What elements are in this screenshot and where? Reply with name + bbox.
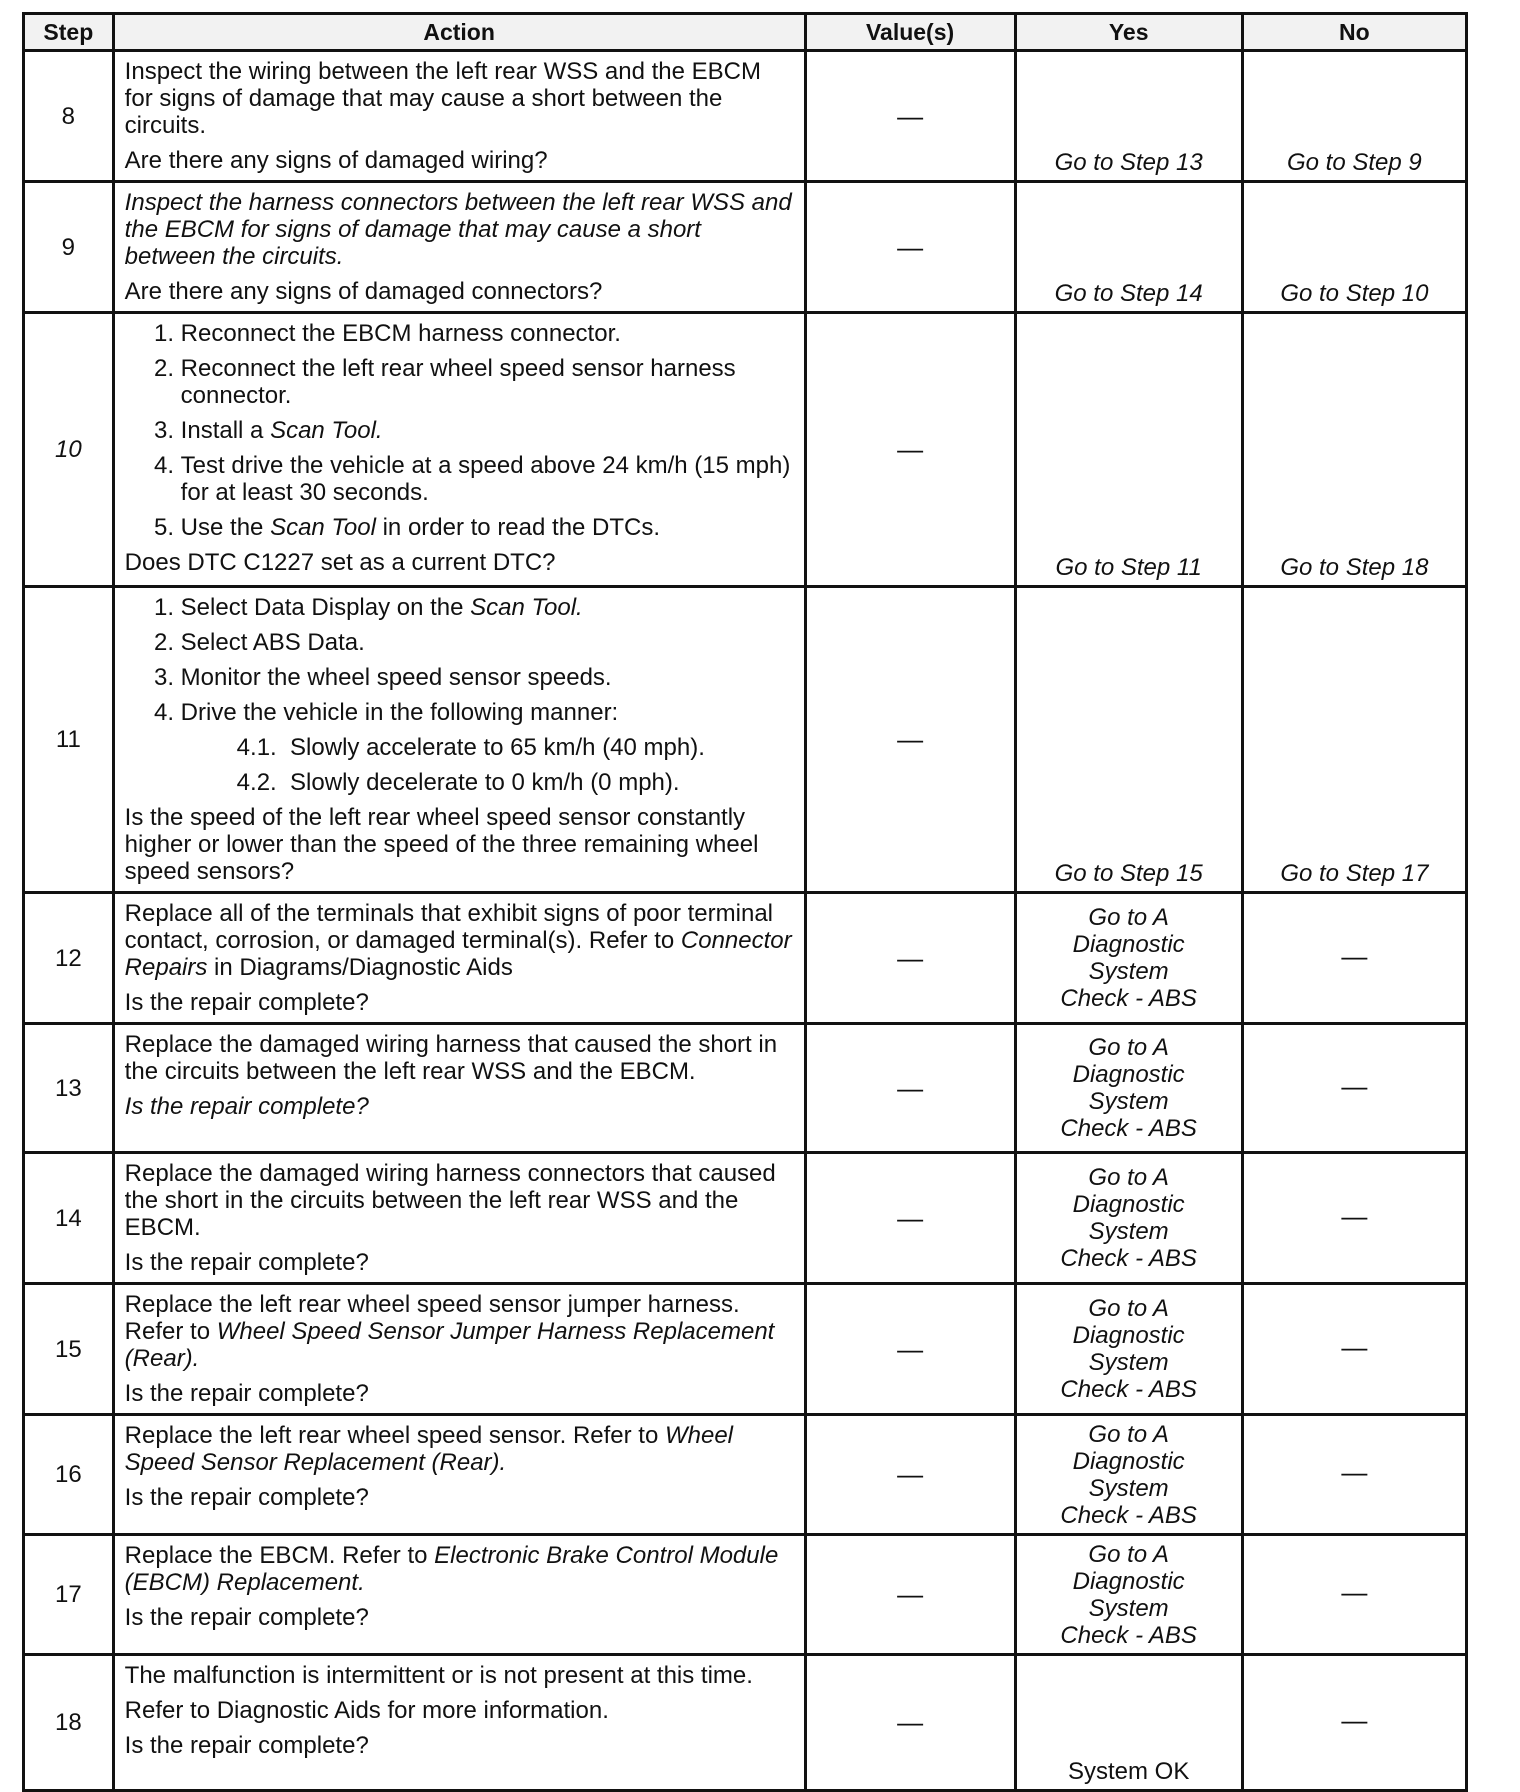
action-text: Refer to Diagnostic Aids for more information. bbox=[124, 1697, 609, 1724]
goto-text: Diagnostic bbox=[1072, 931, 1185, 958]
diagnostic-table bbox=[22, 12, 1468, 1792]
goto-text: System bbox=[1088, 1594, 1169, 1622]
list-item: 2. Reconnect the left rear wheel speed sensor harness connector. bbox=[181, 355, 794, 409]
value-cell: — bbox=[805, 1655, 1015, 1791]
yes-cell: System OK bbox=[1015, 1655, 1242, 1791]
goto-text: Go to A bbox=[1088, 904, 1169, 931]
header-step: Step bbox=[24, 14, 114, 51]
list-item: 4. Test drive the vehicle at a speed above 24 km/h (15 mph) for at least 30 seconds. bbox=[181, 452, 794, 506]
yes-cell: Go to Step 15 bbox=[1015, 587, 1242, 893]
list-item: 1. Reconnect the EBCM harness connector. bbox=[181, 320, 794, 347]
goto-text: Diagnostic bbox=[1072, 1322, 1185, 1349]
table-row bbox=[24, 1024, 1467, 1153]
yes-cell bbox=[1015, 893, 1242, 1024]
action-question: Are there any signs of damaged wiring? bbox=[124, 147, 548, 174]
list-item-text: Install a bbox=[180, 417, 271, 444]
value-cell: — bbox=[805, 313, 1015, 587]
sub-list-item bbox=[237, 769, 794, 796]
action-cell bbox=[113, 1415, 805, 1535]
no-cell: — bbox=[1242, 1024, 1466, 1153]
list-item-text: in order to read the DTCs. bbox=[375, 514, 661, 541]
action-text-part: Replace the EBCM. Refer to bbox=[124, 1542, 435, 1569]
action-cell bbox=[113, 1024, 805, 1153]
goto-text: Check - ABS bbox=[1060, 1501, 1197, 1529]
goto-text: Check - ABS bbox=[1060, 1621, 1197, 1649]
sub-item-text: Slowly accelerate to 65 km/h (40 mph). bbox=[290, 734, 705, 761]
action-cell bbox=[113, 182, 805, 313]
action-question: Is the repair complete? bbox=[124, 1249, 369, 1276]
step-number: 12 bbox=[24, 893, 114, 1024]
action-text: Replace the damaged wiring harness connectors that caused the short in the circuits between the left rear WSS and the EBCM. bbox=[124, 1160, 776, 1241]
no-cell: Go to Step 18 bbox=[1242, 313, 1466, 587]
action-text-part: Replace the left rear wheel speed sensor jumper harness. Refer to bbox=[124, 1291, 740, 1345]
goto-text: System bbox=[1088, 1218, 1169, 1245]
goto-text: System bbox=[1088, 958, 1169, 985]
value-cell: — bbox=[805, 1153, 1015, 1284]
reference-title: Wheel Speed Sensor Jumper Harness Replacement (Rear). bbox=[124, 1318, 775, 1372]
value-cell: — bbox=[805, 1284, 1015, 1415]
action-question: Is the repair complete? bbox=[124, 1484, 369, 1511]
sub-list bbox=[237, 734, 794, 796]
no-cell: — bbox=[1242, 893, 1466, 1024]
action-cell bbox=[113, 1535, 805, 1655]
action-question: Does DTC C1227 set as a current DTC? bbox=[124, 549, 556, 576]
step-number: 16 bbox=[24, 1415, 114, 1535]
list-item bbox=[181, 514, 794, 541]
table-row bbox=[24, 313, 1467, 587]
action-text-part: in Diagrams/Diagnostic Aids bbox=[207, 954, 513, 981]
step-number: 18 bbox=[24, 1655, 114, 1791]
goto-text: System bbox=[1088, 1349, 1169, 1376]
yes-cell: Go to Step 11 bbox=[1015, 313, 1242, 587]
yes-cell bbox=[1015, 1535, 1242, 1655]
action-text: Replace the damaged wiring harness that caused the short in the circuits between the left rear WSS and the EBCM. bbox=[124, 1031, 778, 1085]
goto-text: Check - ABS bbox=[1060, 985, 1197, 1012]
no-cell: Go to Step 10 bbox=[1242, 182, 1466, 313]
no-cell: — bbox=[1242, 1655, 1466, 1791]
action-text bbox=[125, 900, 794, 981]
no-cell: — bbox=[1242, 1153, 1466, 1284]
tool-name: Scan Tool bbox=[270, 514, 376, 541]
goto-text: Go to A bbox=[1088, 1540, 1169, 1568]
yes-cell bbox=[1015, 1415, 1242, 1535]
goto-text: Check - ABS bbox=[1060, 1115, 1197, 1142]
header-no: No bbox=[1242, 14, 1466, 51]
value-cell: — bbox=[805, 1535, 1015, 1655]
header-row bbox=[24, 14, 1467, 51]
sub-item-text: Slowly decelerate to 0 km/h (0 mph). bbox=[290, 769, 680, 796]
no-cell: — bbox=[1242, 1535, 1466, 1655]
sub-item-number: 4.2. bbox=[236, 769, 277, 796]
table-row bbox=[24, 1284, 1467, 1415]
action-question: Is the repair complete? bbox=[124, 1732, 369, 1759]
step-number: 11 bbox=[24, 587, 114, 893]
action-question: Is the repair complete? bbox=[124, 1380, 369, 1407]
goto-text: Go to A bbox=[1088, 1295, 1169, 1322]
value-cell: — bbox=[805, 182, 1015, 313]
step-number: 14 bbox=[24, 1153, 114, 1284]
action-cell bbox=[113, 1655, 805, 1791]
value-cell: — bbox=[805, 587, 1015, 893]
table-row bbox=[24, 1655, 1467, 1791]
action-cell bbox=[113, 313, 805, 587]
goto-text: Go to A bbox=[1088, 1164, 1169, 1191]
header-action: Action bbox=[113, 14, 805, 51]
action-steps-list bbox=[125, 320, 794, 541]
list-item-text: Use the bbox=[180, 514, 271, 541]
goto-text: Check - ABS bbox=[1060, 1245, 1197, 1272]
action-text-part: Replace all of the terminals that exhibit signs of poor terminal contact, corrosion, or damaged terminal(s). Refer to bbox=[124, 900, 773, 954]
list-item-text: Select Data Display on the bbox=[180, 594, 471, 621]
no-cell: — bbox=[1242, 1284, 1466, 1415]
step-number: 17 bbox=[24, 1535, 114, 1655]
table-row bbox=[24, 587, 1467, 893]
step-number: 9 bbox=[24, 182, 114, 313]
action-cell bbox=[113, 1284, 805, 1415]
header-values: Value(s) bbox=[805, 14, 1015, 51]
list-item bbox=[181, 594, 794, 621]
action-text bbox=[125, 1422, 794, 1476]
action-text bbox=[125, 1542, 794, 1596]
goto-text: Go to A bbox=[1088, 1034, 1169, 1061]
value-cell: — bbox=[805, 51, 1015, 182]
action-question: Is the repair complete? bbox=[124, 1093, 369, 1120]
goto-text: Diagnostic bbox=[1072, 1191, 1185, 1218]
sub-list-item bbox=[237, 734, 794, 761]
value-cell: — bbox=[805, 1415, 1015, 1535]
action-steps-list bbox=[125, 594, 794, 796]
value-cell: — bbox=[805, 893, 1015, 1024]
action-cell bbox=[113, 587, 805, 893]
table-row bbox=[24, 51, 1467, 182]
action-text: The malfunction is intermittent or is not present at this time. bbox=[124, 1662, 753, 1689]
table-row bbox=[24, 1153, 1467, 1284]
step-number: 8 bbox=[24, 51, 114, 182]
action-cell bbox=[113, 1153, 805, 1284]
yes-cell: Go to Step 14 bbox=[1015, 182, 1242, 313]
yes-cell bbox=[1015, 1024, 1242, 1153]
goto-text: Diagnostic bbox=[1072, 1061, 1185, 1088]
action-question: Are there any signs of damaged connectors? bbox=[124, 278, 603, 305]
action-question: Is the repair complete? bbox=[124, 989, 369, 1016]
no-cell: Go to Step 17 bbox=[1242, 587, 1466, 893]
table-row bbox=[24, 893, 1467, 1024]
action-cell bbox=[113, 51, 805, 182]
goto-text: Diagnostic bbox=[1072, 1447, 1185, 1475]
tool-name: Scan Tool. bbox=[470, 594, 583, 621]
action-text-part: Replace the left rear wheel speed sensor. Refer to bbox=[124, 1422, 665, 1449]
goto-text: Check - ABS bbox=[1060, 1376, 1197, 1403]
header-yes: Yes bbox=[1015, 14, 1242, 51]
action-question: Is the speed of the left rear wheel speed sensor constantly higher or lower than the speed of the three remaining wheel speed sensors? bbox=[124, 804, 759, 885]
goto-text: System bbox=[1088, 1474, 1169, 1502]
yes-cell: Go to Step 13 bbox=[1015, 51, 1242, 182]
list-item: 3. Monitor the wheel speed sensor speeds. bbox=[181, 664, 794, 691]
table-row bbox=[24, 1415, 1467, 1535]
no-cell: Go to Step 9 bbox=[1242, 51, 1466, 182]
action-text: Inspect the harness connectors between the left rear WSS and the EBCM for signs of damage that may cause a short between the circuits. bbox=[124, 189, 792, 270]
list-item-text: Drive the vehicle in the following manner: bbox=[180, 699, 619, 726]
table-row bbox=[24, 182, 1467, 313]
step-number: 13 bbox=[24, 1024, 114, 1153]
step-number: 15 bbox=[24, 1284, 114, 1415]
action-question: Is the repair complete? bbox=[124, 1604, 369, 1631]
action-cell bbox=[113, 893, 805, 1024]
goto-text: Go to A bbox=[1088, 1420, 1169, 1448]
list-item: 2. Select ABS Data. bbox=[181, 629, 794, 656]
reference-title: Wheel Speed Sensor Replacement (Rear). bbox=[124, 1422, 734, 1476]
list-item bbox=[181, 699, 794, 796]
reference-title: Electronic Brake Control Module (EBCM) Replacement. bbox=[124, 1542, 779, 1596]
goto-text: System bbox=[1088, 1088, 1169, 1115]
diagnostic-table-container bbox=[22, 12, 1468, 1792]
list-item bbox=[181, 417, 794, 444]
sub-item-number: 4.1. bbox=[236, 734, 277, 761]
goto-text: Diagnostic bbox=[1072, 1567, 1185, 1595]
value-cell: — bbox=[805, 1024, 1015, 1153]
action-text bbox=[125, 1291, 794, 1372]
reference-title: Connector Repairs bbox=[124, 927, 792, 981]
action-text: Inspect the wiring between the left rear WSS and the EBCM for signs of damage that may cause a short between the circuits. bbox=[124, 58, 761, 139]
table-row bbox=[24, 1535, 1467, 1655]
tool-name: Scan Tool. bbox=[270, 417, 383, 444]
no-cell: — bbox=[1242, 1415, 1466, 1535]
yes-cell bbox=[1015, 1153, 1242, 1284]
step-number: 10 bbox=[24, 313, 114, 587]
yes-cell bbox=[1015, 1284, 1242, 1415]
